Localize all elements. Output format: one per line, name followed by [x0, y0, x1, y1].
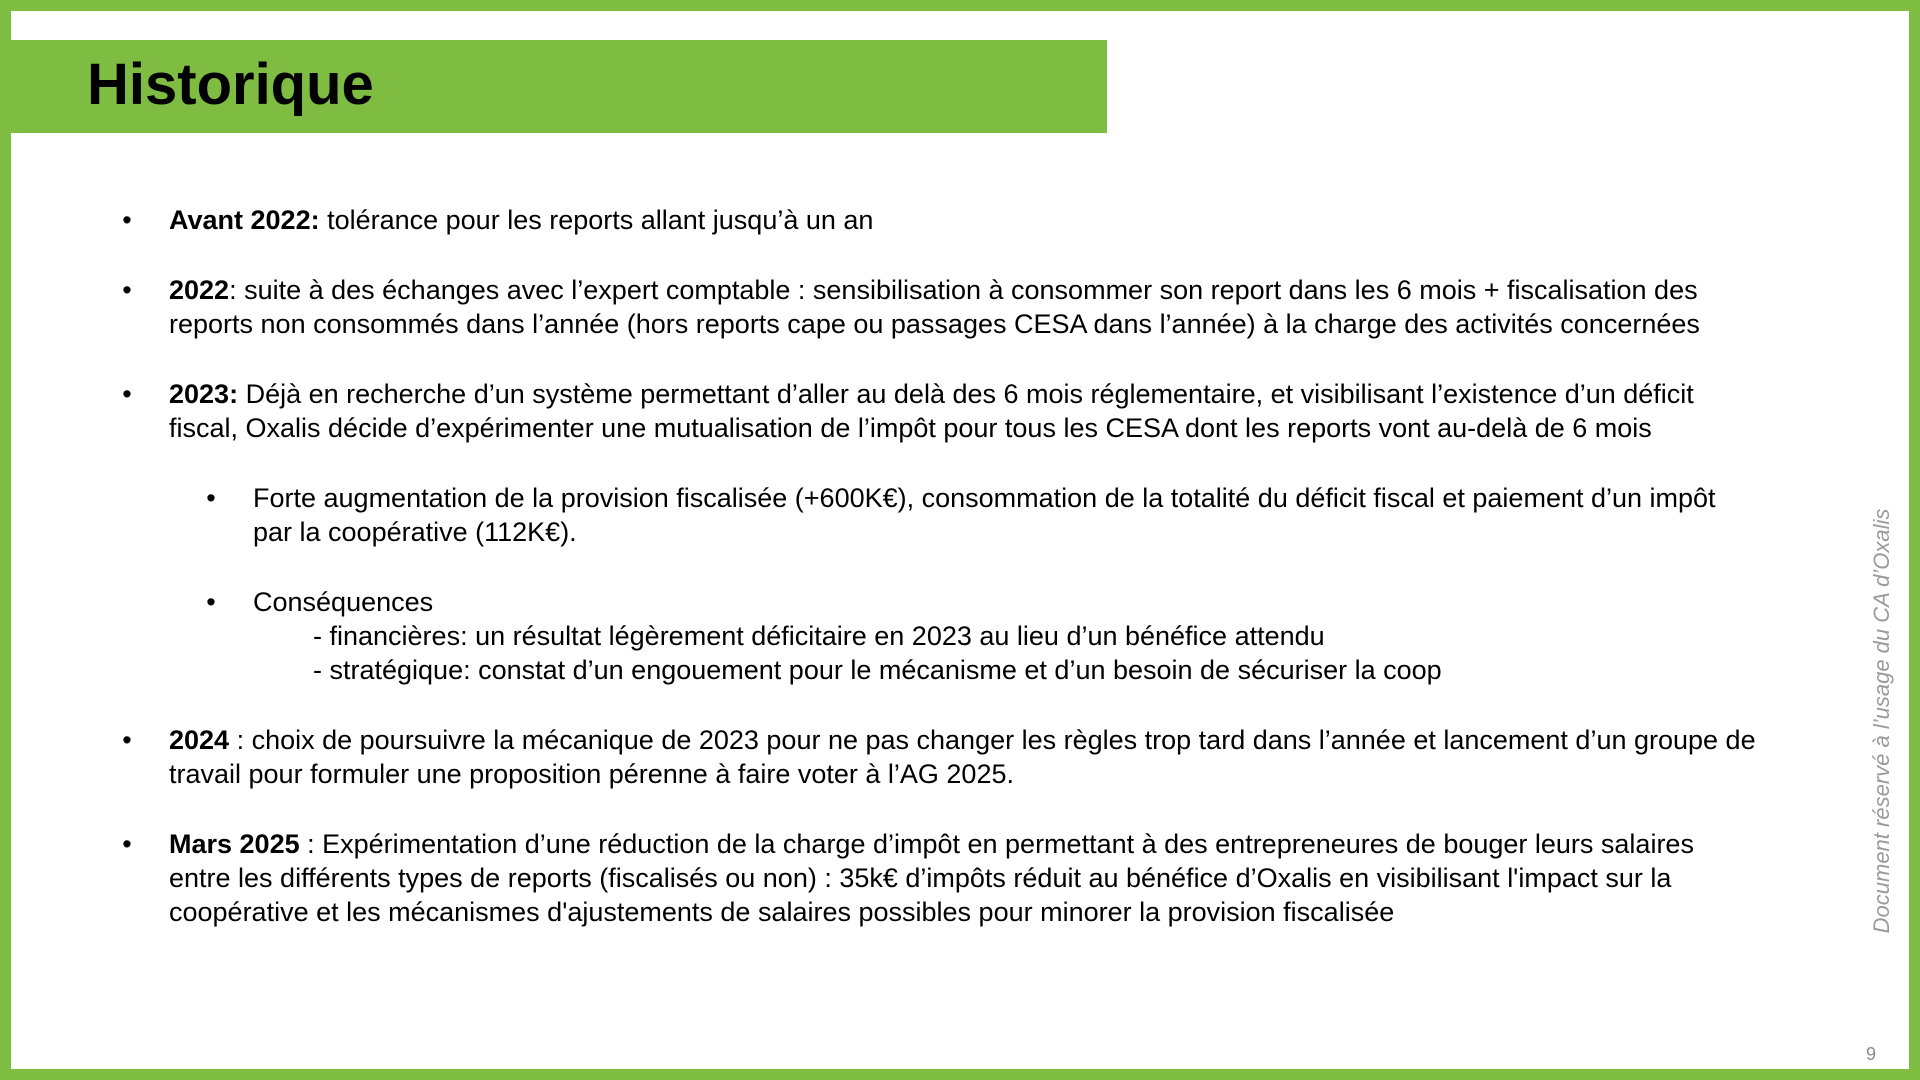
item-text: : suite à des échanges avec l’expert comptable : sensibilisation à consommer son report dans les 6 mois + fiscalisation des reports non consommés dans l’année (hors reports cape ou passages CESA dans l’année) à la charge des activités concernées [169, 275, 1700, 339]
slide-title: Historique [87, 52, 374, 117]
page-number: 9 [1866, 1044, 1877, 1064]
year-label: Avant 2022: [169, 205, 320, 235]
year-label: 2023: [169, 379, 239, 409]
consequence-strategic: - stratégique: constat d’un engouement pour le mécanisme et d’un besoin de sécuriser la coop [313, 655, 1442, 685]
bullet-item-mars-2025 [117, 827, 1757, 929]
item-text: : Expérimentation d’une réduction de la charge d’impôt en permettant à des entrepreneures de bouger leurs salaires entre les différents types de reports (fiscalisés ou non) : 35k€ d’impôts réduit au bénéfice d’Oxalis en visibilisant l'impact sur la coopérative et les mécanismes d'ajustements de salaires possibles pour minorer la provision fiscalisée [169, 829, 1694, 927]
bullet-list [117, 203, 1757, 965]
confidential-watermark: Document réservé à l’usage du CA d’Oxalis [1869, 508, 1894, 934]
bullet-dot: • [122, 829, 132, 859]
bullet-item-avant-2022 [117, 203, 1757, 237]
consequence-financial: - financières: un résultat légèrement déficitaire en 2023 au lieu d’un bénéfice attendu [313, 621, 1325, 651]
bullet-item-2024 [117, 723, 1757, 791]
item-text: Déjà en recherche d’un système permettant d’aller au delà des 6 mois réglementaire, et visibilisant l’existence d’un déficit fiscal, Oxalis décide d’expérimenter une mutualisation de l’impôt pour tous les CESA dont les reports vont au-delà de 6 mois [169, 379, 1694, 443]
bullet-dot: • [206, 587, 216, 617]
year-label: 2022 [169, 275, 230, 305]
sub-item-text: Forte augmentation de la provision fiscalisée (+600K€), consommation de la totalité du déficit fiscal et paiement d’un impôt par la coopérative (112K€). [253, 483, 1716, 547]
bullet-item-2023 [117, 377, 1757, 445]
year-label: Mars 2025 [169, 829, 300, 859]
year-label: 2024 [169, 725, 230, 755]
sub-item-text: Conséquences [253, 587, 434, 617]
bullet-item-2022 [117, 273, 1757, 341]
title-bar [11, 40, 1107, 133]
sub-bullet-provision [117, 481, 1757, 549]
bullet-dot: • [122, 275, 132, 305]
bullet-dot: • [122, 205, 132, 235]
bullet-dot: • [122, 725, 132, 755]
bullet-dot: • [206, 483, 216, 513]
item-text: : choix de poursuivre la mécanique de 2023 pour ne pas changer les règles trop tard dans l’année et lancement d’un groupe de travail pour formuler une proposition pérenne à faire voter à l’AG 2025. [169, 725, 1756, 789]
item-text: tolérance pour les reports allant jusqu’à un an [319, 205, 874, 235]
sub-bullet-consequences [117, 585, 1757, 687]
bullet-dot: • [122, 379, 132, 409]
